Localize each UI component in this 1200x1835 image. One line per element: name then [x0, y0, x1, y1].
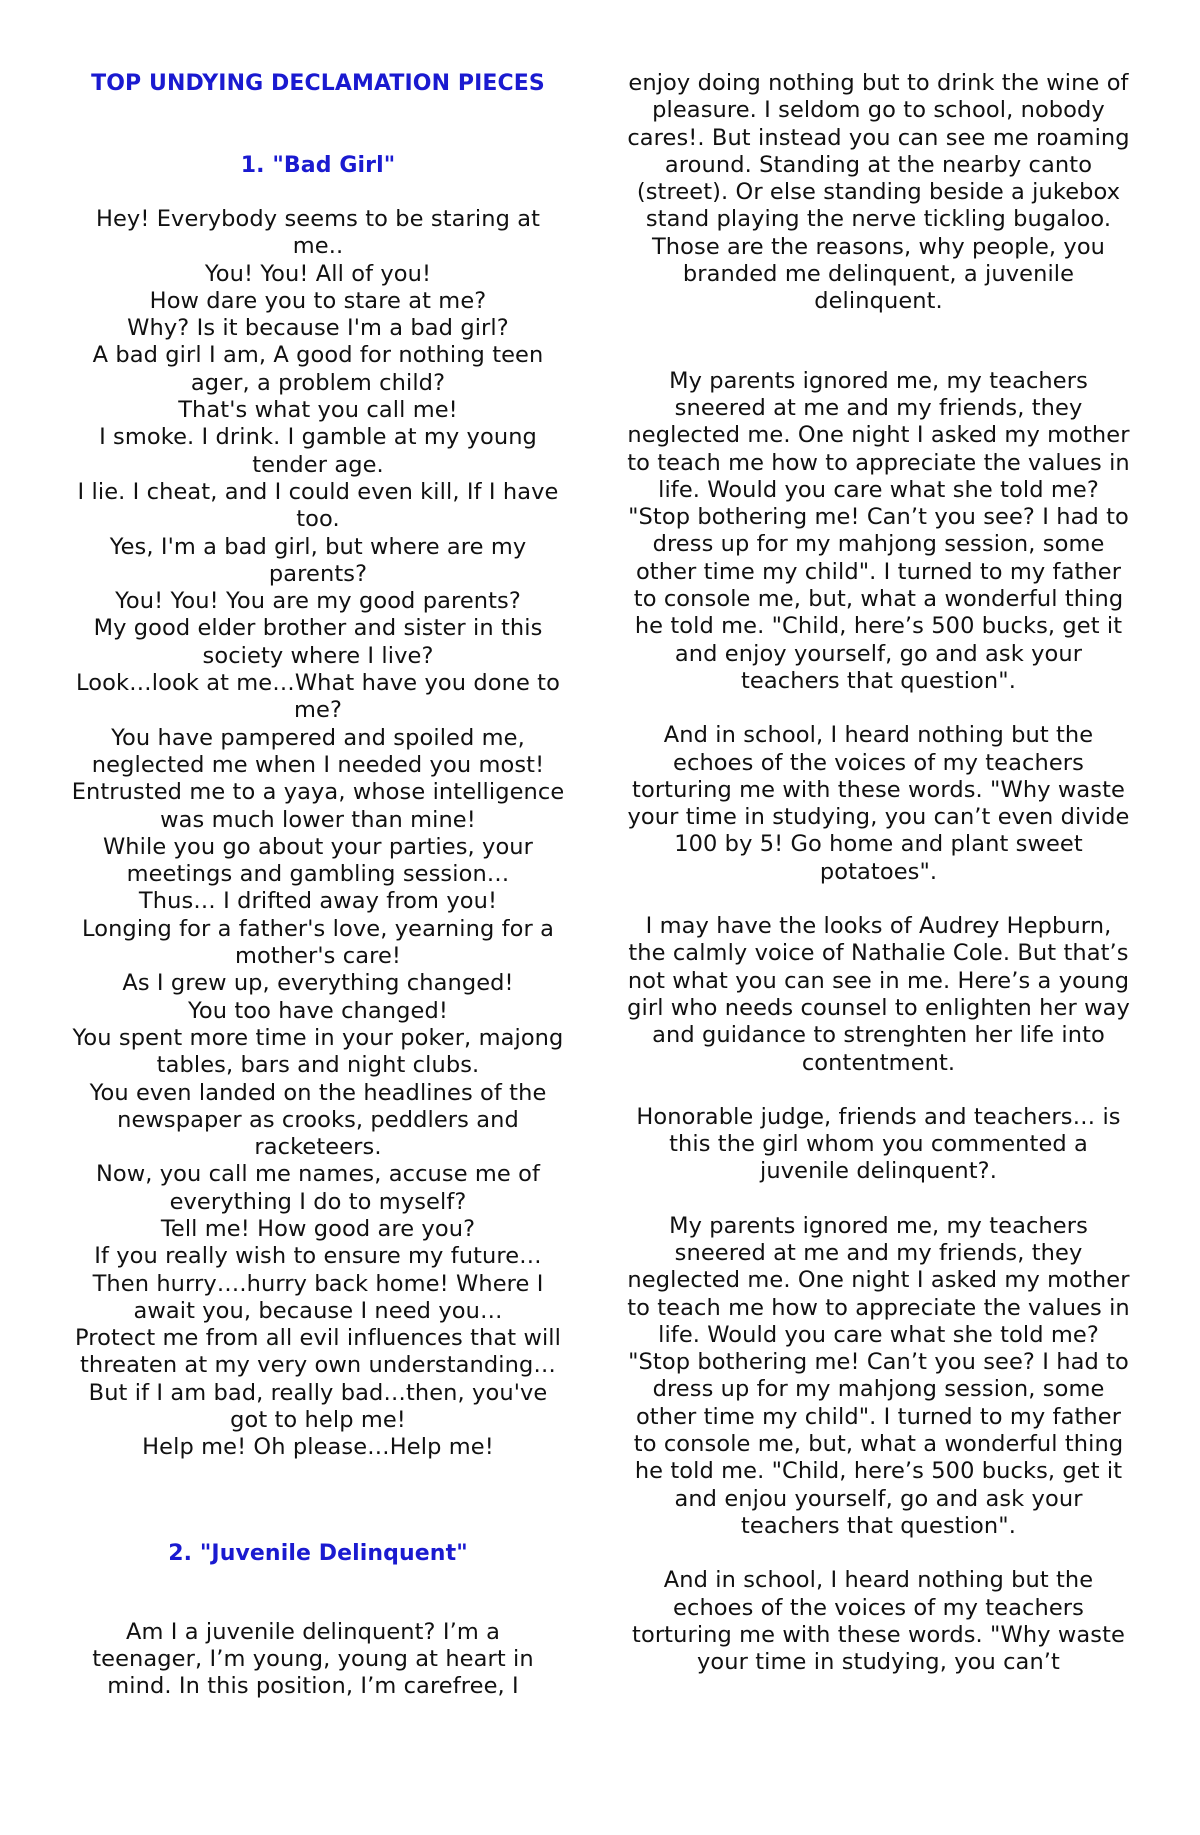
- poem-line: Tell me! How good are you?: [160, 1215, 476, 1242]
- bad-girl-poem: [70, 206, 566, 1462]
- poem-line: You! You! You are my good parents?: [115, 588, 521, 615]
- paragraph: I may have the looks of Audrey Hepburn, the calmly voice of Nathalie Cole. But that’s not what you can see in me. Here’s a young girl who needs counsel to enlighten her way and guidance to strenghten her life into contentment.: [627, 913, 1130, 1076]
- paragraph: My parents ignored me, my teachers sneered at me and my friends, they neglected me. One night I asked my mother to teach me how to appreciate the values in life. Would you care what she told me? "Stop bothering me! Can’t you see? I had to dress up for my mahjong session, some other time my child". I turned to my father to console me, but, what a wonderful thing he told me. "Child, here’s 500 bucks, get it and enjou yourself, go and ask your teachers that question".: [627, 1212, 1130, 1539]
- poem-line: You have pampered and spoiled me, neglected me when I needed you most!: [91, 724, 545, 778]
- poem-line: A bad girl I am, A good for nothing teen ager, a problem child?: [92, 342, 544, 396]
- poem-line: That's what you call me!: [178, 397, 458, 424]
- poem-line: Help me! Oh please…Help me!: [142, 1434, 494, 1461]
- poem-line: Why? Is it because I'm a bad girl?: [127, 315, 509, 342]
- poem-line: You too have changed!: [187, 997, 448, 1024]
- poem-line: Look…look at me…What have you done to me?: [76, 670, 560, 724]
- paragraph: Honorable judge, friends and teachers… is this the girl whom you commented a juvenile delinquent?.: [636, 1103, 1121, 1185]
- poem-line: You spent more time in your poker, majong tables, bars and night clubs.: [72, 1024, 564, 1079]
- section-heading-juvenile-delinquent: 2. "Juvenile Delinquent": [168, 1540, 468, 1566]
- poem-line: Then hurry….hurry back home! Where I await you, because I need you…: [92, 1270, 544, 1324]
- paragraph-part-2: enjoy doing nothing but to drink the wine of pleasure. I seldom go to school, nobody cares!. But instead you can see me roaming around. Standing at the nearby canto (street). Or else standing beside a jukebox stand playing the nerve tickling bugaloo. Those are the reasons, why people, you branded me delinquent, a juvenile delinquent.: [627, 70, 1130, 315]
- paragraph: And in school, I heard nothing but the echoes of the voices of my teachers torturing me with these words. "Why waste your time in studying, you can’t even divide 100 by 5! Go home and plant sweet potatoes".: [627, 722, 1130, 885]
- poem-line: Now, you call me names, accuse me of everything I do to myself?: [95, 1161, 541, 1215]
- poem-line: Entrusted me to a yaya, whose intelligence was much lower than mine!: [71, 779, 565, 833]
- poem-line: You! You! All of you!: [204, 260, 432, 287]
- poem-line: Protect me from all evil influences that will threaten at my very own understanding…: [74, 1325, 562, 1379]
- poem-line: But if I am bad, really bad…then, you've got to help me!: [88, 1379, 548, 1434]
- paragraph-continuation: [626, 70, 1131, 1676]
- left-column: [70, 70, 566, 1701]
- poem-line: Thus… I drifted away from you!: [138, 888, 498, 915]
- paragraph: My parents ignored me, my teachers sneered at me and my friends, they neglected me. One night I asked my mother to teach me how to appreciate the values in life. Would you care what she told me? "Stop bothering me! Can’t you see? I had to dress up for my mahjong session, some other time my child". I turned to my father to console me, but, what a wonderful thing he told me. "Child, here’s 500 bucks, get it and enjoy yourself, go and ask your teachers that question".: [627, 367, 1130, 694]
- poem-line: While you go about your parties, your meetings and gambling session…: [102, 833, 534, 888]
- poem-line: Longing for a father's love, yearning for a mother's care!: [81, 915, 555, 970]
- poem-line: You even landed on the headlines of the newspaper as crooks, peddlers and racketeers.: [89, 1079, 547, 1161]
- poem-line: If you really wish to ensure my future…: [94, 1243, 542, 1270]
- right-column: [626, 70, 1131, 1676]
- poem-line: How dare you to stare at me?: [149, 287, 487, 314]
- paragraph: And in school, I heard nothing but the echoes of the voices of my teachers torturing me with these words. "Why waste your time in studying, you can’t: [632, 1567, 1125, 1676]
- poem-line: Yes, I'm a bad girl, but where are my parents?: [109, 533, 527, 587]
- section-heading-bad-girl: 1. "Bad Girl": [240, 153, 396, 178]
- poem-line: Hey! Everybody seems to be staring at me..: [95, 206, 541, 260]
- poem-line: I smoke. I drink. I gamble at my young tender age.: [99, 424, 537, 478]
- poem-line: I lie. I cheat, and I could even kill, If I have too.: [77, 478, 559, 533]
- paragraph-part-1: Am I a juvenile delinquent? I’m a teenager, I’m young, young at heart in mind. In this position, I’m carefree, I: [92, 1618, 534, 1700]
- document-title: TOP UNDYING DECLAMATION PIECES: [91, 71, 545, 96]
- poem-line: My good elder brother and sister in this society where I live?: [93, 615, 543, 669]
- poem-line: As I grew up, everything changed!: [122, 970, 514, 997]
